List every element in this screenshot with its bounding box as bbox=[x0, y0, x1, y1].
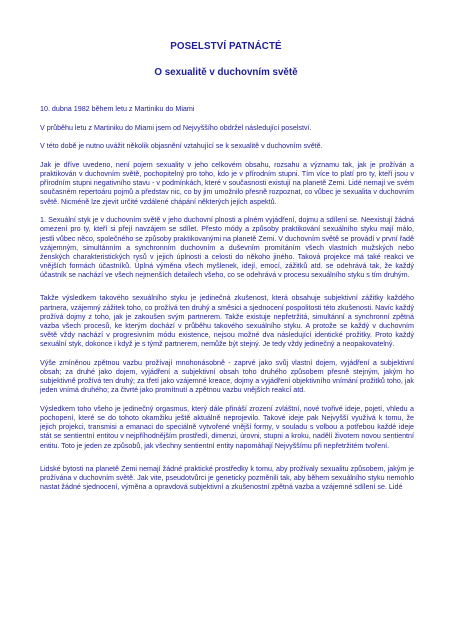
paragraph: V této době je nutno uvážit několik objasnění vztahující se k sexualitě v duchovním světě. bbox=[40, 142, 323, 151]
paragraph: Výše zmíněnou zpětnou vazbu prožívají mnohonásobně - zaprvé jako svůj vlastní dojem, vyjádření a subjektivní obsah; za druhé jako dojem, vyjádření a subjektivní obsah toho druhého způsobem přesně stejným, jakým ho subjektivně prožívá ten druhý; za třetí jako vzájemné kreace, dojmy a vyjádření objektivního vnímání prožitků toho, jak jeden vnímá druhého; za čtvrté jako promítnutí a zpětnou vazbu vnějších reakcí atd. bbox=[40, 358, 414, 395]
paragraph-date: 10. dubna 1982 během letu z Martiniku do Miami bbox=[40, 105, 195, 113]
page-title: POSELSTVÍ PATNÁCTÉ bbox=[170, 41, 282, 52]
document-body bbox=[40, 105, 414, 502]
paragraph: Výsledkem toho všeho je jedinečný orgasmus, který dále přináší zrození zvláštní, nové tvořivé ideje, pojetí, vhledu a pochopení, které se do tohoto okamžiku ještě aktuálně neprojevilo. Takové ideje pak Nejvyšší využívá k tomu, že jejich projekci, transmisi a emanaci do speciálně vytvořené vnější formy, v souladu s volbou a potřebou každé ideje stát se sentientní entitou v nejpříhodnějším prostředí, dimenzi, úrovni, stupni a kroku, nadělí životem novou sentientní entitu. Toto je jeden ze způsobů, jak všechny sentientní entity napomáhají Nejvyššímu při nepřetržitém tvoření. bbox=[40, 404, 414, 450]
paragraph: V průběhu letu z Martiniku do Miami jsem od Nejvyššího obdržel následující poselství. bbox=[40, 123, 312, 132]
paragraph: Takže výsledkem takového sexuálního styku je jedinečná zkušenost, která obsahuje subjektivní zážitky každého partnera, vzájemný zážitek toho, co prožívá ten druhý a směsici a sjednocení pospolitosti této zkušenosti. Navíc každý prožívá dojmy z toho, jak je zakoušen svým partnerem. Takže existuje nepřetržitá, simultánní a synchronní zpětná vazba všech procesů, ke kterým dochází v průběhu takového sexuálního styku. A protože se každý v duchovním světě vždy nachází v progresivním módu existence, nejsou možné dva následující identické prožitky. Proto každý sexuální styk, dokonce i když je s týmž partnerem, nemůže být stejný. Je tedy vždy jedinečný a neopakovatelný. bbox=[40, 294, 414, 349]
paragraph: Lidské bytosti na planetě Zemi nemají žádné praktické prostředky k tomu, aby prožívaly sexualitu způsobem, jakým je prožívána v duchovním světě. Jak vite, pseudotvůrci je geneticky pozměnili tak, aby během sexuálního styku nemohlo nastat žádné sjednocení, výměna a opravdová subjektivní a zkušenostní zpětná vazba a vzájemné sdílení se. Lidé bbox=[40, 464, 414, 491]
paragraph: Jak je dříve uvedeno, není pojem sexuality v jeho celkovém obsahu, rozsahu a významu tak, jak je prožíván a praktikován v duchovním světě, pochopitelný pro toho, kdo je v přírodním stupni. Tím více to platí pro ty, kteří jsou v přírodním stupni negativního stavu - v podmínkách, které v současnosti existují na planetě Zemi. Lidé nemají ve svém současném repertoáru pojmů a představ nic, co by jim umožnilo přesně rozpoznat, co vůbec je sexualita v duchovním světě. Nicméně lze zjevit určité vzdálené chápání některých jejích aspektů. bbox=[40, 160, 414, 206]
page-subtitle: O sexualitě v duchovním světě bbox=[154, 67, 298, 78]
paragraph: 1. Sexuální styk je v duchovním světě v jeho duchovní plnosti a plném vyjádření, dojmu a sdílení se. Neexistují žádná omezení pro ty, kteří si přejí navzájem se sdílet. Přesto módy a způsoby praktikování sexuálního styku mají málo, jestli vůbec něco, společného se způsoby praktikovanými na planetě Zemi. V duchovním světě se provádí v první řadě vzájemným, simultánním a synchronním duchovním a duševním promítáním všech vlastních mužských nebo ženských charakteristických rysů v jejich úplnosti a celosti do někoho jiného. Taková projekce má také reakci ve vnějších formách účastníků. Úplná výměna všech myšlenek, idejí, emocí, zážitků atd. se odehrává tak, že každý účastník se nachází ve všech nejmenších detailech všeho, co se odehrává v procesu sexuálního styku s tím druhým. bbox=[40, 216, 414, 280]
